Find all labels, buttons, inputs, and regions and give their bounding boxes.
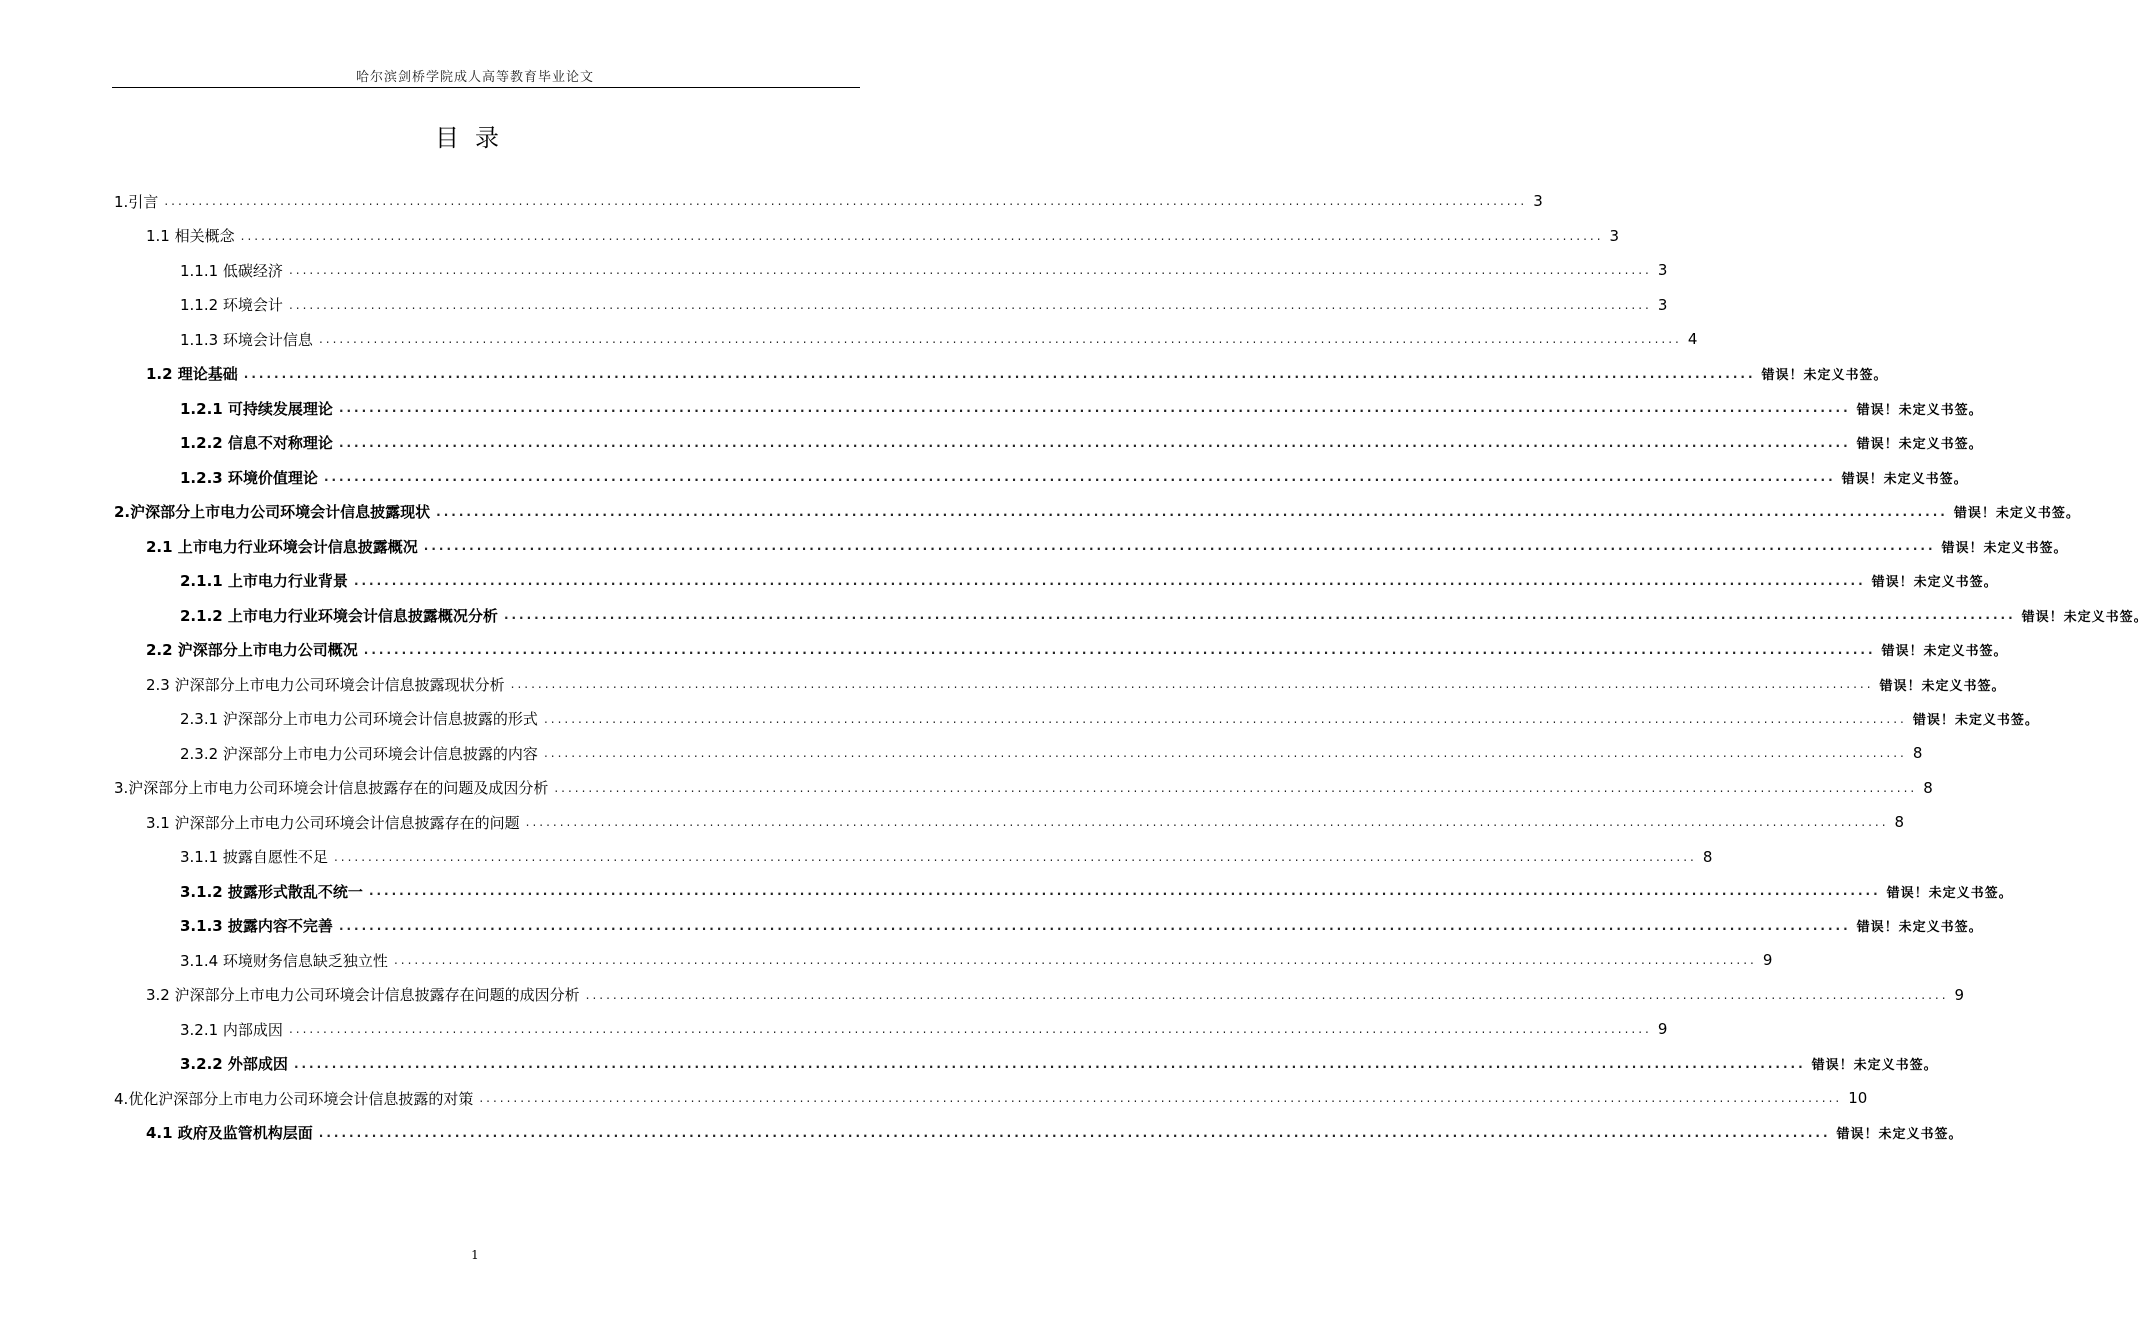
toc-entry-page: 3: [1533, 192, 1543, 210]
toc-entry-label: 4.优化沪深部分上市电力公司环境会计信息披露的对策: [114, 1089, 474, 1108]
toc-entry[interactable]: [180, 600, 2148, 630]
running-header: 哈尔滨剑桥学院成人高等教育毕业论文: [355, 70, 594, 85]
toc-entry-label: 2.3 沪深部分上市电力公司环境会计信息披露现状分析: [146, 675, 505, 694]
toc-leader-dots: ........................................................................................................................................................................................................: [363, 642, 1876, 657]
toc-entry-page: 错误！未定义书签。: [1871, 575, 1998, 590]
toc-entry-label: 3.2.2 外部成因: [180, 1055, 288, 1073]
toc-leader-dots: ........................................................................................................................................................................................................: [525, 815, 1889, 829]
toc-leader-dots: ........................................................................................................................................................................................................: [543, 746, 1907, 760]
toc-entry-page: 错误！未定义书签。: [1811, 1058, 1938, 1073]
toc-entry-page: 错误！未定义书签。: [1886, 885, 2013, 901]
toc-leader-dots: ........................................................................................................................................................................................................: [164, 194, 1528, 208]
toc-entry-label: 2.1.1 上市电力行业背景: [180, 572, 348, 590]
toc-entry-page: 错误！未定义书签。: [1841, 471, 1968, 487]
toc-leader-dots: ........................................................................................................................................................................................................: [436, 504, 1948, 519]
toc-leader-dots: ........................................................................................................................................................................................................: [585, 987, 1949, 1002]
toc-entry-page: 错误！未定义书签。: [1761, 368, 1888, 383]
toc-entry[interactable]: [180, 911, 1983, 941]
toc-entry[interactable]: [114, 1083, 1868, 1113]
toc-entry-page: 9: [1657, 1020, 1668, 1038]
toc-entry[interactable]: [146, 531, 2068, 561]
toc-entry-label: 3.1.4 环境财务信息缺乏独立性: [180, 951, 388, 970]
toc-entry-label: 3.2 沪深部分上市电力公司环境会计信息披露存在问题的成因分析: [146, 986, 580, 1004]
toc-entry[interactable]: [180, 876, 2013, 906]
toc-leader-dots: ........................................................................................................................................................................................................: [243, 366, 1756, 381]
toc-leader-dots: ........................................................................................................................................................................................................: [323, 470, 1836, 484]
toc-entry-label: 1.2.1 可持续发展理论: [180, 399, 333, 418]
toc-leader-dots: ........................................................................................................................................................................................................: [240, 228, 1604, 243]
toc-entry[interactable]: [180, 704, 2039, 734]
toc-leader-dots: ........................................................................................................................................................................................................: [318, 1125, 1831, 1140]
toc-entry[interactable]: [180, 738, 1923, 768]
toc-entry-label: 2.沪深部分上市电力公司环境会计信息披露现状: [114, 503, 431, 521]
toc-leader-dots: ........................................................................................................................................................................................................: [554, 780, 1918, 795]
toc-entry[interactable]: [180, 842, 1713, 872]
toc-entry-page: 错误！未定义书签。: [2021, 609, 2148, 625]
toc-entry-label: 1.1.3 环境会计信息: [180, 330, 313, 349]
toc-entry-label: 2.2 沪深部分上市电力公司概况: [146, 641, 358, 659]
toc-leader-dots: ........................................................................................................................................................................................................: [479, 1091, 1843, 1105]
toc-entry[interactable]: [180, 945, 1773, 975]
toc-entry-label: 4.1 政府及监管机构层面: [146, 1124, 313, 1142]
toc-entry-page: 错误！未定义书签。: [1836, 1127, 1963, 1142]
toc-leader-dots: ........................................................................................................................................................................................................: [338, 918, 1851, 933]
toc-entry[interactable]: [146, 359, 1888, 389]
toc-entry[interactable]: [180, 290, 1668, 320]
toc-entry-page: 3: [1657, 261, 1668, 279]
toc-entry[interactable]: [180, 462, 1968, 492]
toc-entry-page: 错误！未定义书签。: [1856, 402, 1983, 418]
toc-entry-label: 3.1.2 披露形式散乱不统一: [180, 882, 363, 901]
toc-entry[interactable]: [180, 566, 1998, 596]
toc-entry-page: 8: [1912, 744, 1923, 762]
toc-leader-dots: ........................................................................................................................................................................................................: [338, 435, 1851, 450]
toc-entry-page: 错误！未定义书签。: [1941, 540, 2068, 556]
toc-entry-page: 8: [1894, 813, 1905, 831]
page-number: 1: [471, 1248, 479, 1262]
toc-entry-page: 8: [1923, 778, 1933, 797]
toc-entry[interactable]: [180, 1049, 1938, 1079]
toc-leader-dots: ........................................................................................................................................................................................................: [393, 953, 1757, 967]
toc-leader-dots: ........................................................................................................................................................................................................: [293, 1056, 1806, 1071]
toc-entry[interactable]: [180, 255, 1668, 285]
toc-entry-label: 3.沪深部分上市电力公司环境会计信息披露存在的问题及成因分析: [114, 779, 549, 797]
toc-entry[interactable]: [146, 669, 2006, 699]
header-rule: [112, 87, 860, 88]
toc-entry-label: 3.1.1 披露自愿性不足: [180, 848, 328, 866]
toc-entry-label: 1.1.1 低碳经济: [180, 261, 283, 280]
toc-entry[interactable]: [180, 428, 1983, 458]
toc-entry-label: 2.1.2 上市电力行业环境会计信息披露概况分析: [180, 606, 498, 625]
toc-entry-label: 2.3.2 沪深部分上市电力公司环境会计信息披露的内容: [180, 744, 538, 763]
toc-entry-label: 1.1 相关概念: [146, 227, 235, 245]
toc-entry-page: 错误！未定义书签。: [1856, 437, 1983, 452]
toc-leader-dots: ........................................................................................................................................................................................................: [368, 884, 1881, 898]
toc-entry-page: 3: [1657, 295, 1668, 314]
toc-entry-page: 9: [1954, 985, 1965, 1004]
toc-entry[interactable]: [146, 1118, 1963, 1148]
toc-entry-label: 2.3.1 沪深部分上市电力公司环境会计信息披露的形式: [180, 710, 538, 728]
toc-leader-dots: ........................................................................................................................................................................................................: [543, 711, 1907, 726]
toc-entry[interactable]: [114, 186, 1543, 216]
toc-leader-dots: ........................................................................................................................................................................................................: [288, 1022, 1652, 1036]
toc-entry-page: 错误！未定义书签。: [1879, 678, 2006, 694]
toc-entry-label: 1.2.3 环境价值理论: [180, 468, 318, 487]
toc-leader-dots: ........................................................................................................................................................................................................: [423, 539, 1936, 553]
toc-entry-label: 1.1.2 环境会计: [180, 296, 283, 314]
toc-entry-page: 错误！未定义书签。: [1856, 920, 1983, 935]
toc-leader-dots: ........................................................................................................................................................................................................: [338, 401, 1851, 415]
toc-entry[interactable]: [180, 1014, 1668, 1044]
toc-entry-label: 1.引言: [114, 192, 159, 211]
toc-entry[interactable]: [180, 393, 1983, 423]
toc-leader-dots: ........................................................................................................................................................................................................: [318, 332, 1682, 346]
toc-entry[interactable]: [146, 221, 1620, 251]
toc-entry-label: 3.2.1 内部成因: [180, 1020, 283, 1039]
toc-entry-page: 错误！未定义书签。: [1912, 713, 2039, 728]
toc-entry-page: 错误！未定义书签。: [1881, 644, 2008, 659]
toc-entry-page: 9: [1762, 951, 1773, 969]
toc-leader-dots: ........................................................................................................................................................................................................: [503, 608, 2016, 622]
toc-title: 目录: [435, 124, 515, 152]
toc-leader-dots: ........................................................................................................................................................................................................: [510, 677, 1874, 691]
toc-entry[interactable]: [146, 807, 1905, 837]
toc-entry[interactable]: [180, 324, 1698, 354]
toc-leader-dots: ........................................................................................................................................................................................................: [288, 297, 1652, 312]
toc-entry-label: 2.1 上市电力行业环境会计信息披露概况: [146, 537, 418, 556]
toc-entry-page: 4: [1687, 330, 1698, 348]
toc-entry[interactable]: [114, 773, 1933, 803]
toc-entry-label: 1.2.2 信息不对称理论: [180, 434, 333, 452]
toc-entry-page: 10: [1848, 1089, 1868, 1107]
toc-entry-label: 3.1 沪深部分上市电力公司环境会计信息披露存在的问题: [146, 813, 520, 832]
toc-leader-dots: ........................................................................................................................................................................................................: [333, 849, 1697, 864]
toc-entry-label: 1.2 理论基础: [146, 365, 238, 383]
toc-entry[interactable]: [146, 980, 1965, 1010]
toc-entry[interactable]: [146, 635, 2008, 665]
toc-entry-page: 3: [1609, 226, 1620, 245]
toc-entry[interactable]: [114, 497, 2080, 527]
toc-entry-page: 错误！未定义书签。: [1953, 506, 2080, 521]
toc-leader-dots: ........................................................................................................................................................................................................: [353, 573, 1866, 588]
toc-entry-label: 3.1.3 披露内容不完善: [180, 917, 333, 935]
toc-leader-dots: ........................................................................................................................................................................................................: [288, 263, 1652, 277]
toc-entry-page: 8: [1702, 847, 1713, 866]
